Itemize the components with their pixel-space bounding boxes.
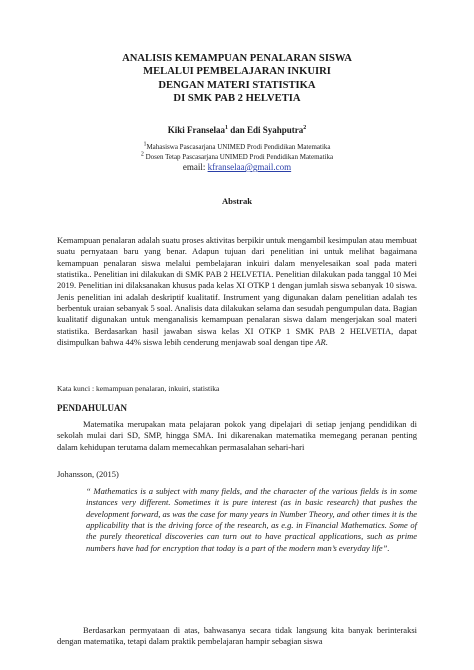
affiliation-line bbox=[0, 153, 474, 163]
body-paragraph: Berdasarkan permyataan di atas, bahwasanya secara tidak langsung kita banyak berinteraksi dengan matematika, tetapi dalam praktik pembelajaran hampir sebagian siswa bbox=[57, 625, 417, 647]
citation: Johansson, (2015) bbox=[57, 469, 119, 479]
section-heading: PENDAHULUAN bbox=[57, 403, 128, 413]
author-list bbox=[0, 124, 474, 136]
abstract-body bbox=[57, 235, 417, 348]
affiliation-superscript: 1 bbox=[143, 141, 147, 148]
affiliation-text: Mahasiswa Pascasarjana UNIMED Prodi Pendidikan Matematika bbox=[146, 143, 331, 151]
affiliation-superscript: 2 bbox=[140, 151, 144, 158]
abstract-heading: Abstrak bbox=[221, 196, 253, 206]
abstract-end: . bbox=[325, 337, 328, 348]
email-link[interactable]: kfranselaa@gmail.com bbox=[207, 162, 292, 172]
block-quote: “ Mathematics is a subject with many fields, and the character of the various fields is in some instances very different. Sometimes it is pure interest (as in basic research) that pushes the development forward, as was the case for many years in Number Theory, and other times it is the applicability that is the driving force of the research, as e.g. in Financial Mathematics. Some of the purely theoretical discoveries can turn out to have practical applications, such as prime numbers have had for encryption that today is a part of the modern man’s everyday life”. bbox=[86, 486, 417, 553]
paper-title bbox=[0, 52, 474, 106]
title-line: DENGAN MATERI STATISTIKA bbox=[158, 79, 316, 91]
title-line: DI SMK PAB 2 HELVETIA bbox=[173, 93, 301, 105]
author-name: dan Edi Syahputra bbox=[227, 125, 304, 135]
title-line: ANALISIS KEMAMPUAN PENALARAN SISWA bbox=[122, 53, 352, 64]
affiliation-line bbox=[0, 143, 474, 153]
author-name: Kiki Franselaa bbox=[167, 125, 225, 135]
keywords: Kata kunci : kemampuan penalaran, inkuiri, statistika bbox=[57, 384, 220, 393]
abstract-text: Kemampuan penalaran adalah suatu proses aktivitas berpikir untuk mengambil kesimpulan atau membuat suatu pernyataan baru yang benar. Adapun tujuan dari penelitian ini untuk melihat bagaimana kemampuan penalaran siswa melalui pembelajaran inkuiri dalam menyelesaikan soal pada materi statistika.. Penelitian ini dilakukan di SMK PAB 2 HELVETIA. Penelitian dilakukan pada tanggal 10 Mei 2019. Penelitian ini dilaksanakan khusus pada kelas XI OTKP 1 dengan jumlah siswa sebanyak 10 siswa. Jenis penelitian ini adalah deskriptif kualitatif. Instrument yang digunakan dalam penelitian adalah tes berbentuk uraian sebanyak 5 soal. Analisis data dilakukan selama dan sesudah pengumpulan data. Bagian kualitatif digunakan untuk menganalisis kemampuan penalaran siswa dalam mengerjakan soal materi statistika. Berdasarkan hasil jawaban siswa kelas XI OTKP 1 SMK PAB 2 HELVETIA, dapat disimpulkan bahwa 44% siswa lebih cenderung menjawab soal dengan tipe bbox=[57, 235, 417, 348]
affiliation-text: Dosen Tetap Pascasarjana UNIMED Prodi Pendidikan Matematika bbox=[143, 152, 334, 161]
email-line bbox=[0, 162, 474, 173]
author-superscript: 2 bbox=[303, 125, 307, 131]
affiliations bbox=[0, 143, 474, 162]
email-label: email: bbox=[182, 162, 208, 172]
author-superscript: 1 bbox=[224, 125, 228, 131]
abstract-italic-term: AR bbox=[315, 337, 326, 348]
intro-paragraph: Matematika merupakan mata pelajaran pokok yang dipelajari di setiap jenjang pendidikan di sekolah mulai dari SD, SMP, hingga SMA. Ini dikarenakan matematika memegang peranan penting dalam kehidupan terutama dalam memecahkan permasalahan sehari-hari bbox=[57, 419, 417, 452]
title-line: MELALUI PEMBELAJARAN INKUIRI bbox=[143, 66, 331, 78]
